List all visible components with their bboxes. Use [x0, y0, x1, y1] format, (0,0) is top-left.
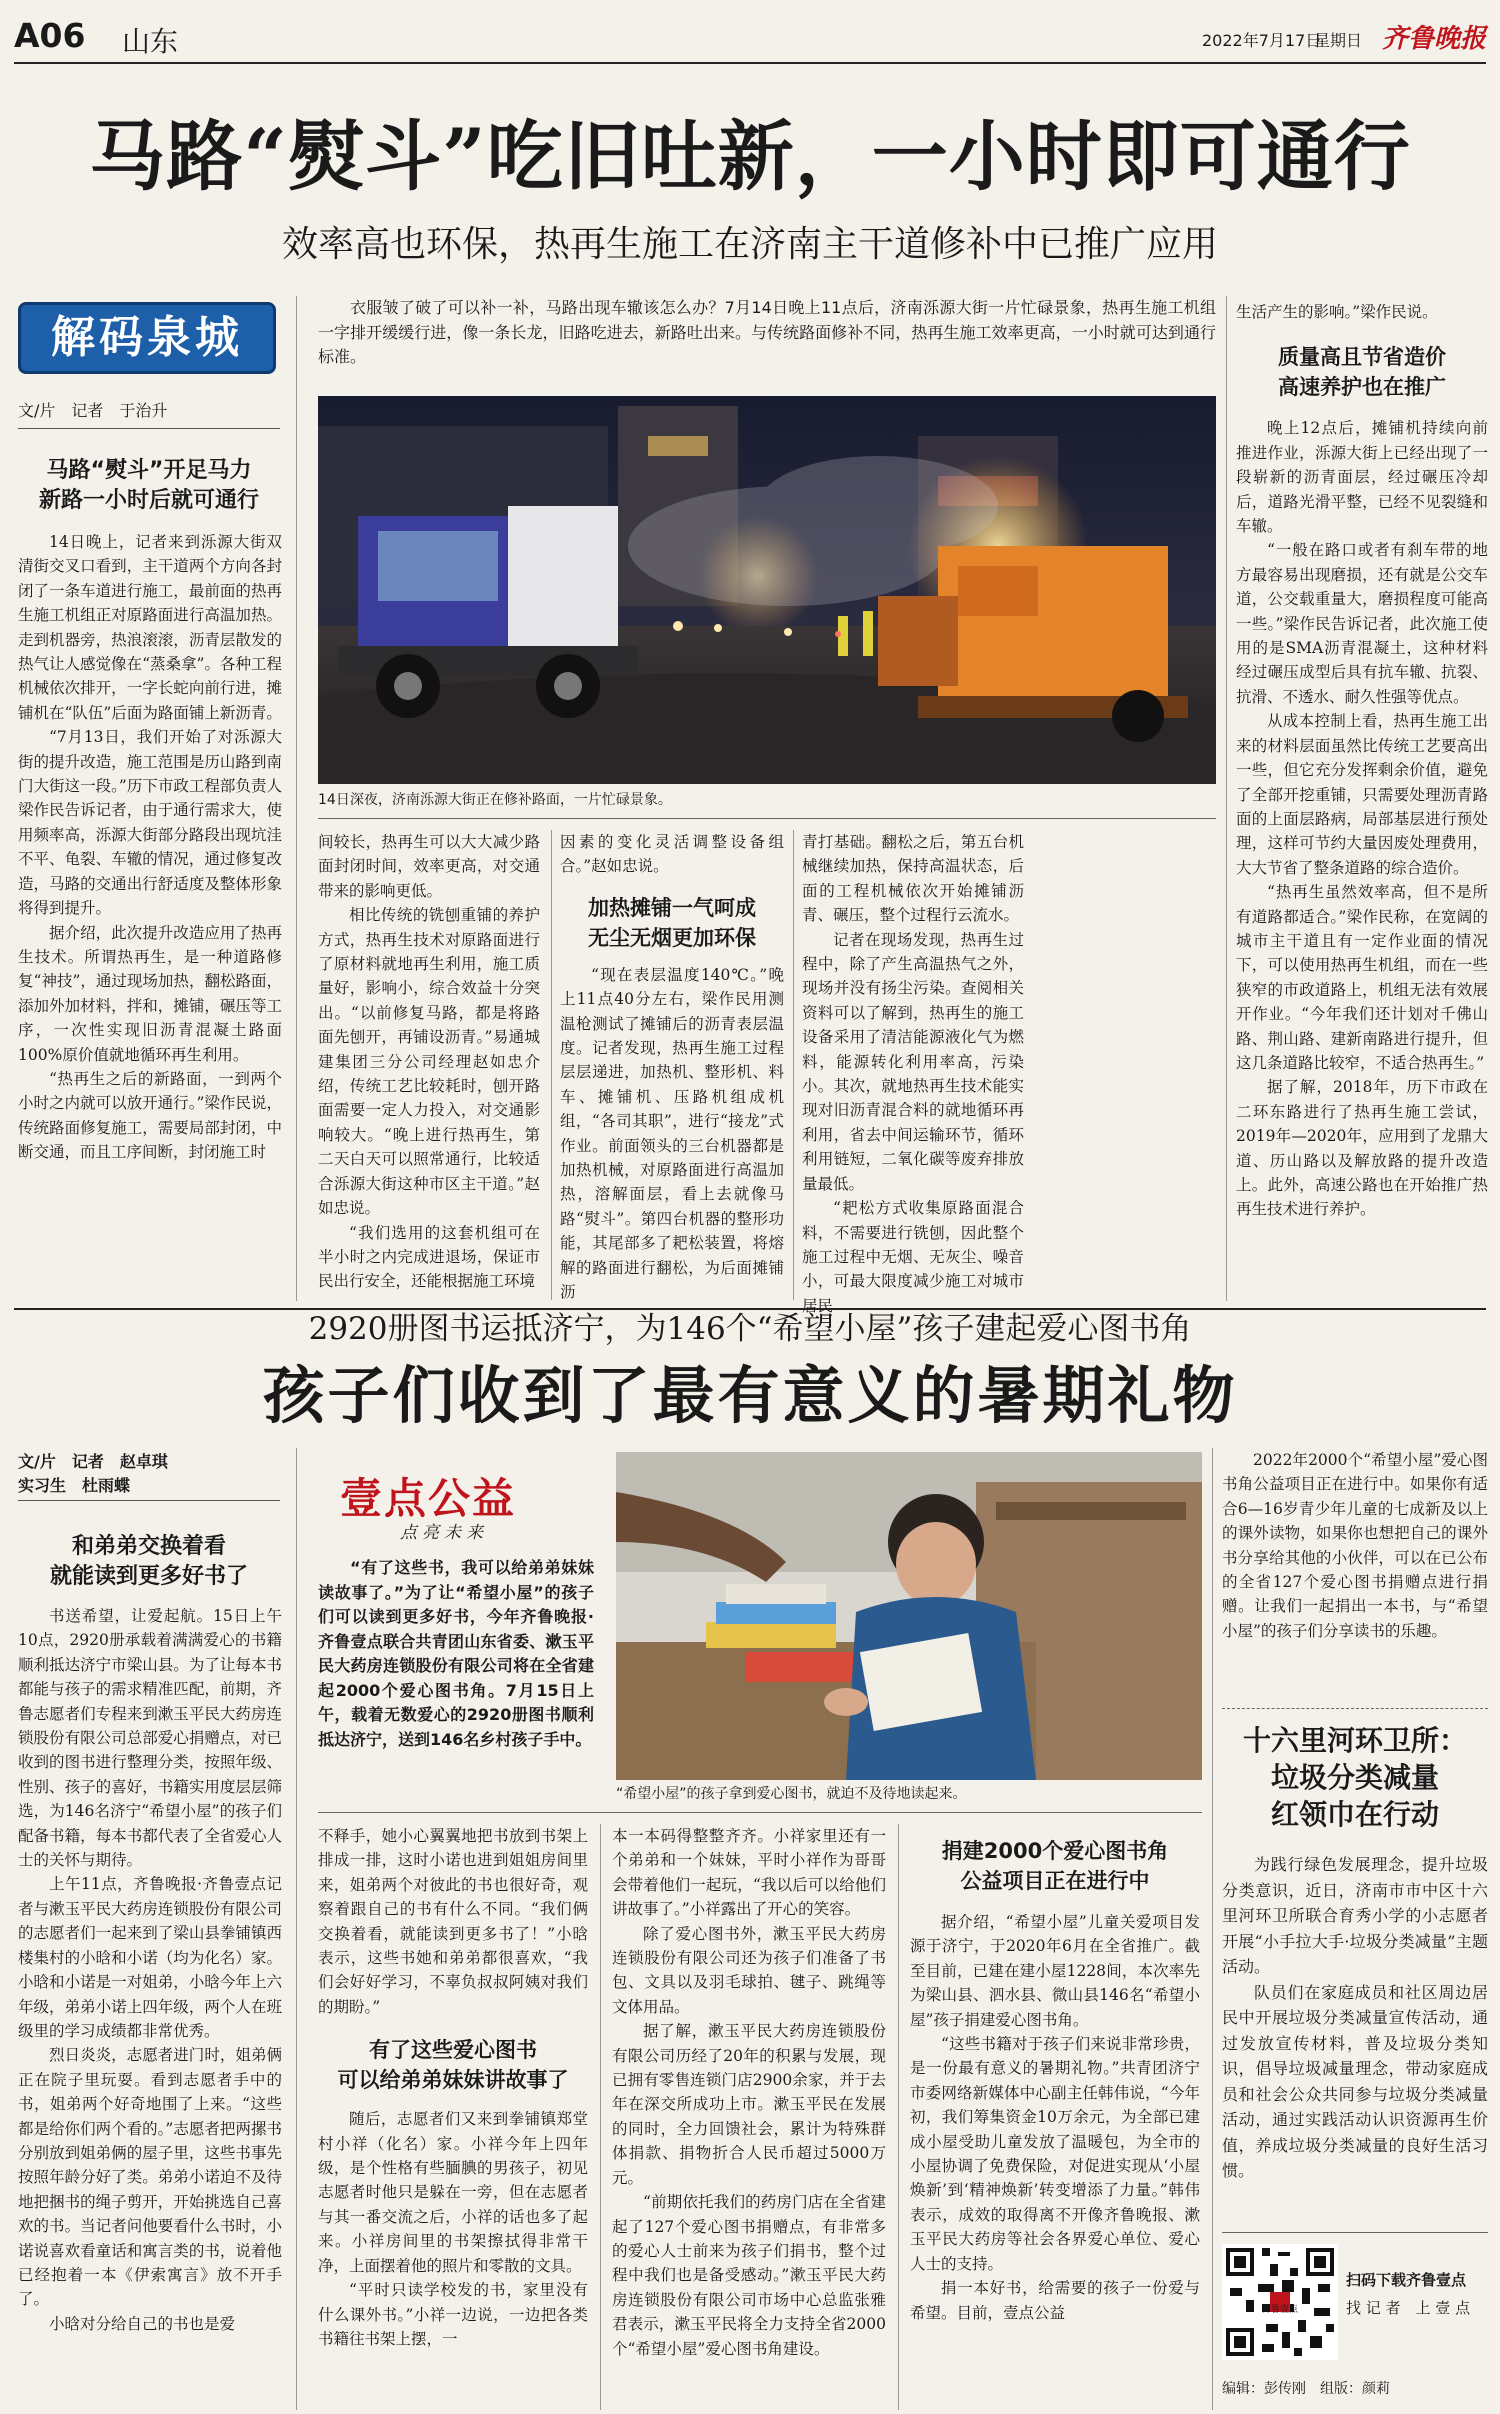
road-photo	[318, 396, 1216, 784]
story1-byline: 文/片 记者 于治升	[18, 401, 168, 420]
story1-col4: 青打基础。翻松之后，第五台机械继续加热，保持高温状态，后面的工程机械依次开始摊铺沥青、碾压，整个过程行云流水。 记者在现场发现，热再生过程中，除了产生高温热气之外，现场并没有扬尘污染。查阅相关资料可以了解到，热再生的施工设备采用了清洁能源液化气为燃料，能源转化利用率高，污染小。其次，就地热再生技术能实现对旧沥青混合料的就地循环再利用，省去中间运输环节，循环利用链短，二氧化碳等废弃排放量最低。 “耙松方式收集原路面混合料，不需要进行铣刨，因此整个施工过程中无烟、无灰尘、噪音小，可最大限度减少施工对城市居民	[802, 833, 1024, 1315]
reading-photo	[616, 1452, 1202, 1780]
page-number: A06	[14, 16, 86, 55]
story2-kicker: 2920册图书运抵济宁，为146个“希望小屋”孩子建起爱心图书角	[308, 1311, 1192, 1347]
story1-col1: 14日晚上，记者来到泺源大街双清街交叉口看到，主干道两个方向各封闭了一条车道进行施工，最前面的热再生施工机组正对原路面进行高温加热。走到机器旁，热浪滚滚，沥青层散发的热气让人感觉像在“蒸桑拿”。各种工程机械依次排开，一字长蛇向前行进，摊铺机在“队伍”后面为路面铺上新沥青。 “7月13日，我们开始了对泺源大街的提升改造，施工范围是历山路到南门大街这一段。”历下市政工程部负责人梁作民告诉记者，由于通行需求大，使用频率高，泺源大街部分路段出现坑洼不平、龟裂、车辙的情况，通过修复改造，马路的交通出行舒适度及整体形象将得到提升。 据介绍，此次提升改造应用了热再生技术。所谓热再生，是一种道路修复“神技”，通过现场加热，翻松路面，添加外加材料，拌和，摊铺，碾压等工序，一次性实现旧沥青混凝土路面100%原价值就地循环再生利用。 “热再生之后的新路面，一到两个小时之内就可以放开通行。”梁作民说，传统路面修复施工，需要局部封闭，中断交通，而且工序间断，封闭施工时	[18, 533, 282, 1162]
story1-sub1: 马路“熨斗”开足马力 新路一小时后就可通行	[38, 458, 259, 513]
story1-col5: 生活产生的影响。”梁作民说。 质量高且节省造价 高速养护也在推广 晚上12点后，摊铺机持续向前推进作业，泺源大街上已经出现了一段崭新的沥青面层，经过碾压冷却后，道路光滑平整，已经不见裂缝和车辙。 “一般在路口或者有刹车带的地方最容易出现磨损，还有就是公交车道，公交载重量大，磨损程度可能高一些。”梁作民告诉记者，此次施工使用的是SMA沥青混凝土，这种材料经过碾压成型后具有抗车辙、抗裂、抗滑、不透水、耐久性强等优点。 从成本控制上看，热再生施工出来的材料层面虽然比传统工艺要高出一些，但它充分发挥剩余价值，避免了全部开挖重铺，只需要处理沥青路面的上面层路病，局部基层进行预处理，这样可节约大量因废处理费用，大大节省了整条道路的综合造价。 “热再生虽然效率高，但不是所有道路都适合。”梁作民称，在宽阔的城市主干道且有一定作业面的情况下，可以使用热再生机组，而在一些狭窄的市政道路上，机组无法有效展开作业。“今年我们还计划对千佛山路、荆山路、建新南路进行提升，但这几条道路比较窄，不适合热再生。” 据了解，2018年，历下市政在二环东路进行了热再生施工尝试，2019年—2020年，应用到了龙鼎大道、历山路以及解放路的提升改造上。此外，高速公路也在开始推广热再生技术进行养护。	[1236, 303, 1488, 1219]
story2-headline: 孩子们收到了最有意义的暑期礼物	[262, 1359, 1238, 1432]
section-name: 山东	[122, 25, 179, 58]
editor-credit: 编辑：彭传刚 组版：颜莉	[1222, 2381, 1390, 2397]
story2-col4: 捐建2000个爱心图书角 公益项目正在进行中 据介绍，“希望小屋”儿童关爱项目发源于济宁，于2020年6月在全省推广。截至目前，已建在建小屋1228间，本次率先为梁山县、泗水县、微山县146名“希望小屋”孩子捐建爱心图书角。 “这些书籍对于孩子们来说非常珍贵，是一份最有意义的暑期礼物。”共青团济宁市委网络新媒体中心副主任韩伟说，“今年初，我们筹集资金10万余元，为全部已建成小屋受助儿童发放了温暖包，为全市的小屋协调了免费保险，对促进实现从‘小屋焕新’到‘精神焕新’转变增添了力量。”韩伟表示，成效的取得离不开像齐鲁晚报、漱玉平民大药房等社会各界爱心单位、爱心人士的支持。 捐一本好书，给需要的孩子一份爱与希望。目前，壹点公益	[910, 1824, 1200, 2410]
issue-weekday: 星期日	[1314, 31, 1363, 50]
story1-col2: 间较长，热再生可以大大减少路面封闭时间，效率更高，对交通带来的影响更低。 相比传统的铣刨重铺的养护方式，热再生技术对原路面进行了原材料就地再生利用，施工质量好，影响小，综合效益十分突出。“以前修复马路，都是将路面先刨开，再铺设沥青。”易通城建集团三分公司经理赵如忠介绍，传统工艺比较耗时，刨开路面需要一定人力投入，对交通影响较大。“晚上进行热再生，第二天白天可以照常通行，比较适合泺源大街这种市区主干道。”赵如忠说。 “我们选用的这套机组可在半小时之内完成进退场，保证市民出行安全，还能根据施工环境	[318, 833, 540, 1291]
story1-headline: 马路“熨斗”吃旧吐新，一小时即可通行	[89, 112, 1411, 201]
road-photo-image	[318, 396, 1216, 784]
story1-lead: 衣服皱了破了可以补一补，马路出现车辙该怎么办？7月14日晚上11点后，济南泺源大街一片忙碌景象，热再生施工机组一字排开缓缓行进，像一条长龙，旧路吃进去，新路吐出来。与传统路面修补不同，热再生施工效率更高，一小时就可达到通行标准。	[318, 298, 1216, 366]
story3-body: 为践行绿色发展理念，提升垃圾分类意识，近日，济南市市中区十六里河环卫所联合育秀小学的小志愿者开展“小手拉大手·垃圾分类减量”主题活动。 队员们在家庭成员和社区周边居民中开展垃圾分类减量宣传活动，通过发放宣传材料，普及垃圾分类知识，倡导垃圾减量理念，带动家庭成员和社会公众共同参与垃圾分类减量活动，通过实践活动认识资源再生价值，养成垃圾分类减量的良好生活习惯。	[1222, 1855, 1488, 2180]
story1-sub3: 质量高且节省造价 高速养护也在推广	[1278, 345, 1446, 400]
story2-byline: 文/片 记者 赵卓琪 实习生 杜雨蝶	[18, 1452, 168, 1495]
story2-col2: 不释手，她小心翼翼地把书放到书架上排成一排，这时小诺也进到姐姐房间里来，姐弟两个对彼此的书也很好奇，观察着跟自己的书有什么不同。“我们俩交换着看，就能读到更多书了！”小晗表示，这些书她和弟弟都很喜欢，“我们会好好学习，不辜负叔叔阿姨对我们的期盼。” 有了这些爱心图书 可以给弟弟妹妹讲故事了 随后，志愿者们又来到拳铺镇郑堂村小祥（化名）家。小祥今年上四年级，是个性格有些腼腆的男孩子，初见志愿者时他只是躲在一旁，但在志愿者与其一番交流之后，小祥的话也多了起来。小祥房间里的书架擦拭得非常干净，上面摆着他的照片和零散的文具。 “平时只读学校发的书，家里没有什么课外书。”小祥一边说，一边把各类书籍往书架上摆，一	[318, 1827, 588, 2348]
story2-col3: 本一本码得整整齐齐。小祥家里还有一个弟弟和一个妹妹，平时小祥作为哥哥会带着他们一起玩，“我以后可以给他们讲故事了。”小祥露出了开心的笑容。 除了爱心图书外，漱玉平民大药房连锁股份有限公司还为孩子们准备了书包、文具以及羽毛球拍、毽子、跳绳等文体用品。 据了解，漱玉平民大药房连锁股份有限公司历经了20年的积累与发展，现已拥有零售连锁门店2900余家，并于去年在深交所成功上市。漱玉平民在发展的同时，全力回馈社会，累计为特殊群体捐款、捐物折合人民币超过5000万元。 “前期依托我们的药房门店在全省建起了127个爱心图书捐赠点，有非常多的爱心人士前来为孩子们捐书，整个过程中我们也是备受感动。”漱玉平民大药房连锁股份有限公司市场中心总监张雅君表示，漱玉平民将全力支持全省2000个“希望小屋”爱心图书角建设。	[612, 1827, 886, 2358]
charity-logo-text: 壹点公益	[340, 1474, 517, 1523]
issue-date: 2022年7月17日	[1202, 31, 1322, 50]
charity-logo	[340, 1466, 580, 1546]
story2-sub2: 有了这些爱心图书 可以给弟弟妹妹讲故事了	[337, 2038, 569, 2093]
column-logo	[18, 302, 276, 374]
story2-lead: “有了这些书，我可以给弟弟妹妹读故事了。”为了让“希望小屋”的孩子们可以读到更多好书，今年齐鲁晚报·齐鲁壹点联合共青团山东省委、漱玉平民大药房连锁股份有限公司将在全省建起2000个爱心图书角。7月15日上午，载着无数爱心的2920册图书顺利抵达济宁，送到146名乡村孩子手中。	[318, 1558, 594, 1749]
qr-label: 齐鲁壹点	[1261, 2305, 1298, 2315]
app-download-text: 扫码下载齐鲁壹点 找 记 者 上 壹 点	[1346, 2271, 1471, 2317]
masthead-logo: 齐鲁晚报	[1382, 24, 1487, 54]
column-logo-text: 解码泉城	[51, 312, 243, 363]
story2-col1: 书送希望，让爱起航。15日上午10点，2920册承载着满满爱心的书籍顺利抵达济宁市梁山县。为了让每本书都能与孩子的需求精准匹配，前期，齐鲁志愿者们专程来到漱玉平民大药房连锁股份有限公司总部爱心捐赠点，对已收到的图书进行整理分类，按照年级、性别、孩子的喜好，书籍实用度层层筛选，为146名济宁“希望小屋”的孩子们配备书籍，每本书都代表了全省爱心人士的关怀与期待。 上午11点，齐鲁晚报·齐鲁壹点记者与漱玉平民大药房连锁股份有限公司的志愿者们一起来到了梁山县拳铺镇西楼集村的小晗和小诺（均为化名）家。小晗和小诺是一对姐弟，小晗今年上六年级，弟弟小诺上四年级，两个人在班级里的学习成绩都非常优秀。 烈日炎炎，志愿者进门时，姐弟俩正在院子里玩耍。看到志愿者手中的书，姐弟两个好奇地围了上来。“这些都是给你们两个看的。”志愿者把两摞书分别放到姐弟俩的屋子里，这些书事先按照年龄分好了类。弟弟小诺迫不及待地把捆书的绳子剪开，开始挑选自己喜欢的书。当记者问他要看什么书时，小诺说喜欢看童话和寓言类的书，说着他已经抱着一本《伊索寓言》放不开手了。 小晗对分给自己的书也是爱	[18, 1607, 282, 2333]
story1-col3: 因素的变化灵活调整设备组合。”赵如忠说。 加热摊铺一气呵成 无尘无烟更加环保 “现在表层温度140℃。”晚上11点40分左右，梁作民用测温枪测试了摊铺后的沥青表层温度。记者发现，热再生施工过程层层递进，加热机、整形机、料车、摊铺机、压路机组成机组，“各司其职”，进行“接龙”式作业。前面领头的三台机器都是加热机械，对原路面进行高温加热，溶解面层，看上去就像马路“熨斗”。第四台机器的整形功能，其尾部多了耙松装置，将熔解的路面进行翻松，为后面摊铺沥	[560, 833, 784, 1302]
story2-sub1: 和弟弟交换着看 就能读到更多好书了	[49, 1534, 248, 1589]
road-photo-caption: 14日深夜，济南泺源大街正在修补路面，一片忙碌景象。	[318, 792, 672, 808]
reading-photo-image	[616, 1452, 1202, 1780]
reading-photo-caption: “希望小屋”的孩子拿到爱心图书，就迫不及待地读起来。	[616, 1786, 967, 1802]
story3-headline: 十六里河环卫所： 垃圾分类减量 红领巾在行动	[1242, 1724, 1467, 1831]
story2-sub3: 捐建2000个爱心图书角 公益项目正在进行中	[941, 1839, 1169, 1893]
charity-logo-tagline: 点亮未来	[400, 1523, 488, 1543]
story1-subhead: 效率高也环保，热再生施工在济南主干道修补中已推广应用	[281, 224, 1218, 265]
story2-col5: 2022年2000个“希望小屋”爱心图书角公益项目正在进行中。如果你有适合6—16岁青少年儿童的七成新及以上的课外读物，如果你也想把自己的课外书分享给其他的小伙伴，可以在已公布的全省127个爱心图书捐赠点进行捐赠。让我们一起捐出一本书，与“希望小屋”的孩子们分享读书的乐趣。	[1222, 1451, 1488, 1640]
page-header	[14, 14, 1486, 60]
story1-sub2: 加热摊铺一气呵成 无尘无烟更加环保	[588, 895, 756, 950]
